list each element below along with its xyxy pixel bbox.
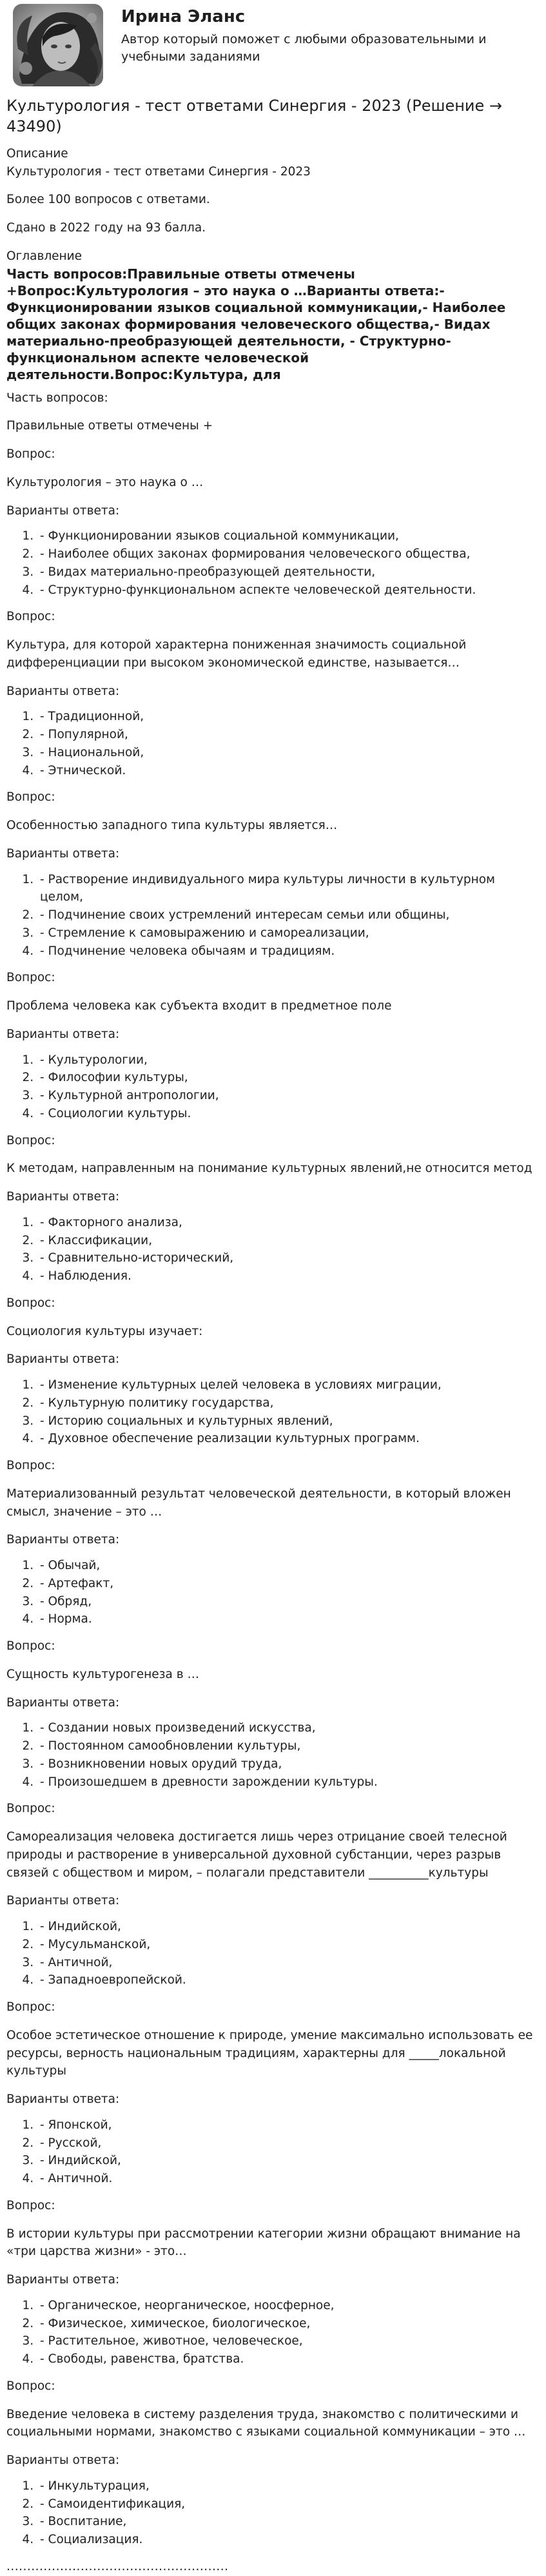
- answer-option: 2. - Популярной,: [37, 726, 540, 744]
- answer-option: 2. - Классификации,: [37, 1232, 540, 1250]
- answer-option: 1. - Обычай,: [37, 1557, 540, 1575]
- answer-option: 2. - Русской,: [37, 2134, 540, 2152]
- answer-option: 1. - Органическое, неорганическое, ноосферное,: [37, 2297, 540, 2315]
- answer-option: 1. - Функционировании языков социальной коммуникации,: [37, 527, 540, 545]
- variants-label: Варианты ответа:: [6, 1190, 120, 1204]
- variants-label: Варианты ответа:: [6, 1695, 120, 1710]
- answer-option: 2. - Наиболее общих законах формирования человеческого общества,: [37, 545, 540, 563]
- author-description: Автор который поможет с любыми образовательными и учебными заданиями: [121, 32, 487, 64]
- answer-list: [6, 708, 540, 779]
- answer-option: 3. - Растительное, животное, человеческое,: [37, 2332, 540, 2350]
- answer-option: 1. - Японской,: [37, 2116, 540, 2134]
- answer-list: [6, 527, 540, 599]
- answer-option: 2. - Подчинение своих устремлений интересам семьи или общины,: [37, 906, 540, 924]
- answer-list: [6, 2297, 540, 2368]
- author-block: [6, 0, 540, 92]
- answer-option: 4. - Наблюдения.: [37, 1267, 540, 1285]
- answer-option: 1. - Изменение культурных целей человека в условиях миграции,: [37, 1376, 540, 1394]
- toc-heading: Оглавление: [6, 249, 83, 263]
- question-text: Социология культуры изучает:: [6, 1324, 203, 1338]
- answer-option: 4. - Социологии культуры.: [37, 1105, 540, 1123]
- answer-list: [6, 1376, 540, 1448]
- variants-label: Варианты ответа:: [6, 503, 120, 518]
- question-text: Особенностью западного типа культуры является…: [6, 819, 338, 833]
- answer-option: 1. - Индийской,: [37, 1918, 540, 1936]
- question-list: [6, 445, 540, 2549]
- question-text: Самореализация человека достигается лишь через отрицание своей телесной природы и растворение в универсальной духовной субстанции, через разрыв связей с обществом и миром, – полагали представители __________культуры: [6, 1830, 507, 1880]
- answer-option: 2. - Мусульманской,: [37, 1936, 540, 1954]
- answer-option: 3. - Культурной антропологии,: [37, 1087, 540, 1105]
- question-label: Вопрос:: [6, 2198, 55, 2212]
- answer-option: 4. - Структурно-функциональном аспекте человеческой деятельности.: [37, 581, 540, 600]
- answer-option: 4. - Свободы, равенства, братства.: [37, 2350, 540, 2368]
- variants-label: Варианты ответа:: [6, 2093, 120, 2107]
- answer-list: [6, 2477, 540, 2549]
- answer-option: 2. - Философии культуры,: [37, 1069, 540, 1087]
- question-label: Вопрос:: [6, 971, 55, 985]
- question-text: К методам, направленным на понимание культурных явлений,не относится метод: [6, 1162, 532, 1176]
- variants-label: Варианты ответа:: [6, 1352, 120, 1367]
- answer-option: 1. - Инкультурация,: [37, 2477, 540, 2495]
- answer-option: 1. - Традиционной,: [37, 708, 540, 726]
- avatar-image: [6, 4, 110, 86]
- variants-label: Варианты ответа:: [6, 1894, 120, 1908]
- toc-text: Часть вопросов:Правильные ответы отмечены +Вопрос:Культурология – это наука о …Варианты ответа:- Функционировании языков социальной коммуникации,- Наиболее общих законах формирования человеческого общества,- Видах материально-преобразующей деятельности, - Структурно-функциональном аспекте человеческой деятельности.Вопрос:Культура, для: [6, 266, 506, 382]
- page-title: Культурология - тест ответами Синергия - 2023 (Решение → 43490): [6, 97, 502, 136]
- answer-list: [6, 1719, 540, 1791]
- question-label: Вопрос:: [6, 1133, 55, 1147]
- answer-option: 2. - Постоянном самообновлении культуры,: [37, 1737, 540, 1755]
- answer-option: 1. - Факторного анализа,: [37, 1214, 540, 1232]
- question-text: Сущность культурогенеза в …: [6, 1667, 199, 1681]
- question-text: Культура, для которой характерна пониженная значимость социальной дифференциации при высоком экономической единстве, называется…: [6, 638, 467, 670]
- question-label: Вопрос:: [6, 2379, 55, 2393]
- description-line: Культурология - тест ответами Синергия - 2023: [6, 164, 311, 179]
- answer-option: 4. - Этнической.: [37, 762, 540, 780]
- answer-option: 2. - Культурную политику государства,: [37, 1394, 540, 1412]
- variants-label: Варианты ответа:: [6, 1533, 120, 1547]
- answer-option: 3. - Индийской,: [37, 2152, 540, 2170]
- variants-label: Варианты ответа:: [6, 2273, 120, 2287]
- answer-option: 4. - Произошедшем в древности зарождении культуры.: [37, 1773, 540, 1791]
- answer-option: 3. - Воспитание,: [37, 2513, 540, 2531]
- answer-option: 2. - Физическое, химическое, биологическое,: [37, 2315, 540, 2333]
- question-text: Особое эстетическое отношение к природе, умение максимально использовать ее ресурсы, верность национальным традициям, характерны для _____локальной культуры: [6, 2028, 533, 2078]
- answer-option: 3. - Национальной,: [37, 744, 540, 762]
- variants-label: Варианты ответа:: [6, 684, 120, 698]
- answer-option: 3. - Сравнительно-исторический,: [37, 1249, 540, 1267]
- answer-option: 2. - Самоидентификация,: [37, 2495, 540, 2513]
- answer-list: [6, 1214, 540, 1285]
- answer-option: 1. - Культурологии,: [37, 1051, 540, 1069]
- description-line: Сдано в 2022 году на 93 балла.: [6, 221, 206, 235]
- question-text: Культурология – это наука о …: [6, 475, 204, 489]
- question-label: Вопрос:: [6, 1296, 55, 1310]
- answer-list: [6, 1051, 540, 1123]
- question-text: В истории культуры при рассмотрении категории жизни обращают внимание на «три царства жизни» - это…: [6, 2227, 521, 2259]
- answer-option: 4. - Западноевропейской.: [37, 1971, 540, 1989]
- author-info: [121, 4, 508, 66]
- answer-option: 4. - Социализация.: [37, 2531, 540, 2549]
- intro-line: Часть вопросов:: [6, 391, 108, 405]
- answer-option: 3. - Стремление к самовыражению и самореализации,: [37, 924, 540, 942]
- answer-option: 3. - Обряд,: [37, 1593, 540, 1611]
- description-heading: Описание: [6, 146, 68, 161]
- answer-option: 4. - Духовное обеспечение реализации культурных программ.: [37, 1430, 540, 1448]
- variants-label: Варианты ответа:: [6, 846, 120, 861]
- question-text: Проблема человека как субъекта входит в предметное поле: [6, 999, 392, 1013]
- answer-option: 4. - Античной.: [37, 2170, 540, 2188]
- question-label: Вопрос:: [6, 1459, 55, 1473]
- answer-option: 3. - Видах материально-преобразующей деятельности,: [37, 563, 540, 581]
- answer-list: [6, 2116, 540, 2188]
- intro-line: Правильные ответы отмечены +: [6, 419, 213, 433]
- question-label: Вопрос:: [6, 447, 55, 462]
- question-label: Вопрос:: [6, 790, 55, 805]
- question-text: Материализованный результат человеческой деятельности, в который вложен смысл, значение – это …: [6, 1487, 511, 1519]
- answer-option: 2. - Артефакт,: [37, 1575, 540, 1593]
- author-name[interactable]: Ирина Эланс: [121, 7, 246, 26]
- answer-list: [6, 1918, 540, 1989]
- answer-option: 4. - Подчинение человека обычаям и традициям.: [37, 942, 540, 961]
- answer-option: 1. - Растворение индивидуального мира культуры личности в культурном целом,: [37, 871, 540, 907]
- answer-option: 4. - Норма.: [37, 1610, 540, 1628]
- ellipsis-divider: ......................................................: [6, 2559, 229, 2573]
- answer-option: 1. - Создании новых произведений искусства,: [37, 1719, 540, 1737]
- question-label: Вопрос:: [6, 610, 55, 624]
- answer-list: [6, 1557, 540, 1628]
- question-text: Введение человека в систему разделения труда, знакомство с политическими и социальными нормами, знакомство с языками социальной коммуникации – это …: [6, 2407, 526, 2439]
- author-avatar[interactable]: [6, 4, 110, 86]
- variants-label: Варианты ответа:: [6, 1027, 120, 1041]
- description-line: Более 100 вопросов с ответами.: [6, 193, 210, 207]
- answer-option: 3. - Античной,: [37, 1954, 540, 1972]
- question-label: Вопрос:: [6, 1639, 55, 1654]
- question-label: Вопрос:: [6, 2000, 55, 2015]
- answer-option: 3. - Историю социальных и культурных явлений,: [37, 1412, 540, 1430]
- question-label: Вопрос:: [6, 1802, 55, 1816]
- variants-label: Варианты ответа:: [6, 2454, 120, 2468]
- answer-option: 3. - Возникновении новых орудий труда,: [37, 1755, 540, 1773]
- answer-list: [6, 871, 540, 961]
